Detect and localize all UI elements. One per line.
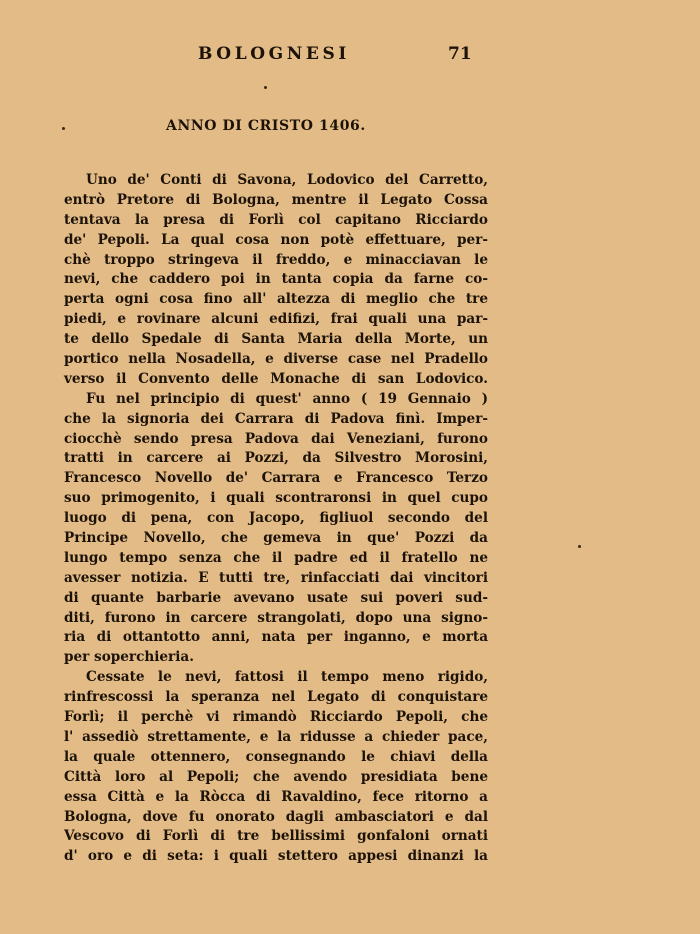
section-heading: ANNO DI CRISTO 1406. [166, 118, 366, 134]
text-line: l' assediò strettamente, e la ridusse a chieder pace, [64, 728, 488, 745]
text-line: ria di ottantotto anni, nata per inganno, e morta [64, 629, 488, 646]
text-line: Fu nel principio di quest' anno ( 19 Gennaio ) [86, 390, 488, 407]
text-line: piedi, e rovinare alcuni edifizi, frai quali una par- [64, 311, 488, 328]
text-line: entrò Pretore di Bologna, mentre il Legato Cossa [64, 191, 488, 208]
text-line: rinfrescossi la speranza nel Legato di conquistare [64, 689, 488, 706]
text-line: Cessate le nevi, fattosi il tempo meno rigido, [86, 669, 488, 686]
text-line: ciocchè sendo presa Padova dai Veneziani, furono [64, 430, 488, 447]
text-line: Bologna, dove fu onorato dagli ambasciatori e dal [64, 808, 488, 825]
text-line: luogo di pena, con Jacopo, figliuol secondo del [64, 510, 488, 527]
text-line: chè troppo stringeva il freddo, e minacciavan le [64, 251, 488, 268]
paper-speck [264, 86, 267, 89]
text-line: la quale ottennero, consegnando le chiavi della [64, 748, 488, 765]
text-line: di quante barbarie avevano usate sui poveri sud- [64, 589, 488, 606]
paper-speck [578, 545, 581, 548]
page-number: 71 [448, 44, 472, 64]
text-line: perta ogni cosa fino all' altezza di meglio che tre [64, 291, 488, 308]
text-line: Forlì; il perchè vi rimandò Ricciardo Pepoli, che [64, 709, 488, 726]
text-line: d' oro e di seta: i quali stettero appesi dinanzi la [64, 848, 488, 865]
text-line: suo primogenito, i quali scontraronsi in quel cupo [64, 490, 488, 507]
text-line: portico nella Nosadella, e diverse case nel Pradello [64, 351, 488, 368]
running-head [0, 42, 700, 66]
text-line: lungo tempo senza che il padre ed il fratello ne [64, 549, 488, 566]
text-line: Principe Novello, che gemeva in que' Pozzi da [64, 530, 488, 547]
text-line: che la signoria dei Carrara di Padova finì. Imper- [64, 410, 488, 427]
text-line: Uno de' Conti di Savona, Lodovico del Carretto, [86, 172, 488, 188]
running-head-title: BOLOGNESI [198, 44, 350, 64]
text-line: tentava la presa di Forlì col capitano Ricciardo [64, 211, 488, 228]
text-line: diti, furono in carcere strangolati, dopo una signo- [64, 609, 488, 626]
paper-speck [62, 127, 65, 130]
text-line: per soperchieria. [64, 649, 194, 666]
text-line: tratti in carcere ai Pozzi, da Silvestro Morosini, [64, 450, 488, 467]
text-line: avesser notizia. E tutti tre, rinfacciati dai vincitori [64, 569, 488, 586]
text-line: Vescovo di Forlì di tre bellissimi gonfaloni ornati [64, 828, 488, 845]
text-line: verso il Convento delle Monache di san Lodovico. [64, 370, 488, 387]
text-line: essa Città e la Ròcca di Ravaldino, fece ritorno a [64, 788, 488, 805]
text-line: Francesco Novello de' Carrara e Francesco Terzo [64, 470, 488, 487]
text-line: de' Pepoli. La qual cosa non potè effettuare, per- [64, 231, 488, 248]
text-line: te dello Spedale di Santa Maria della Morte, un [64, 331, 488, 348]
body-text [64, 171, 488, 867]
text-line: nevi, che caddero poi in tanta copia da farne co- [64, 271, 488, 288]
text-line: Città loro al Pepoli; che avendo presidiata bene [64, 768, 488, 785]
